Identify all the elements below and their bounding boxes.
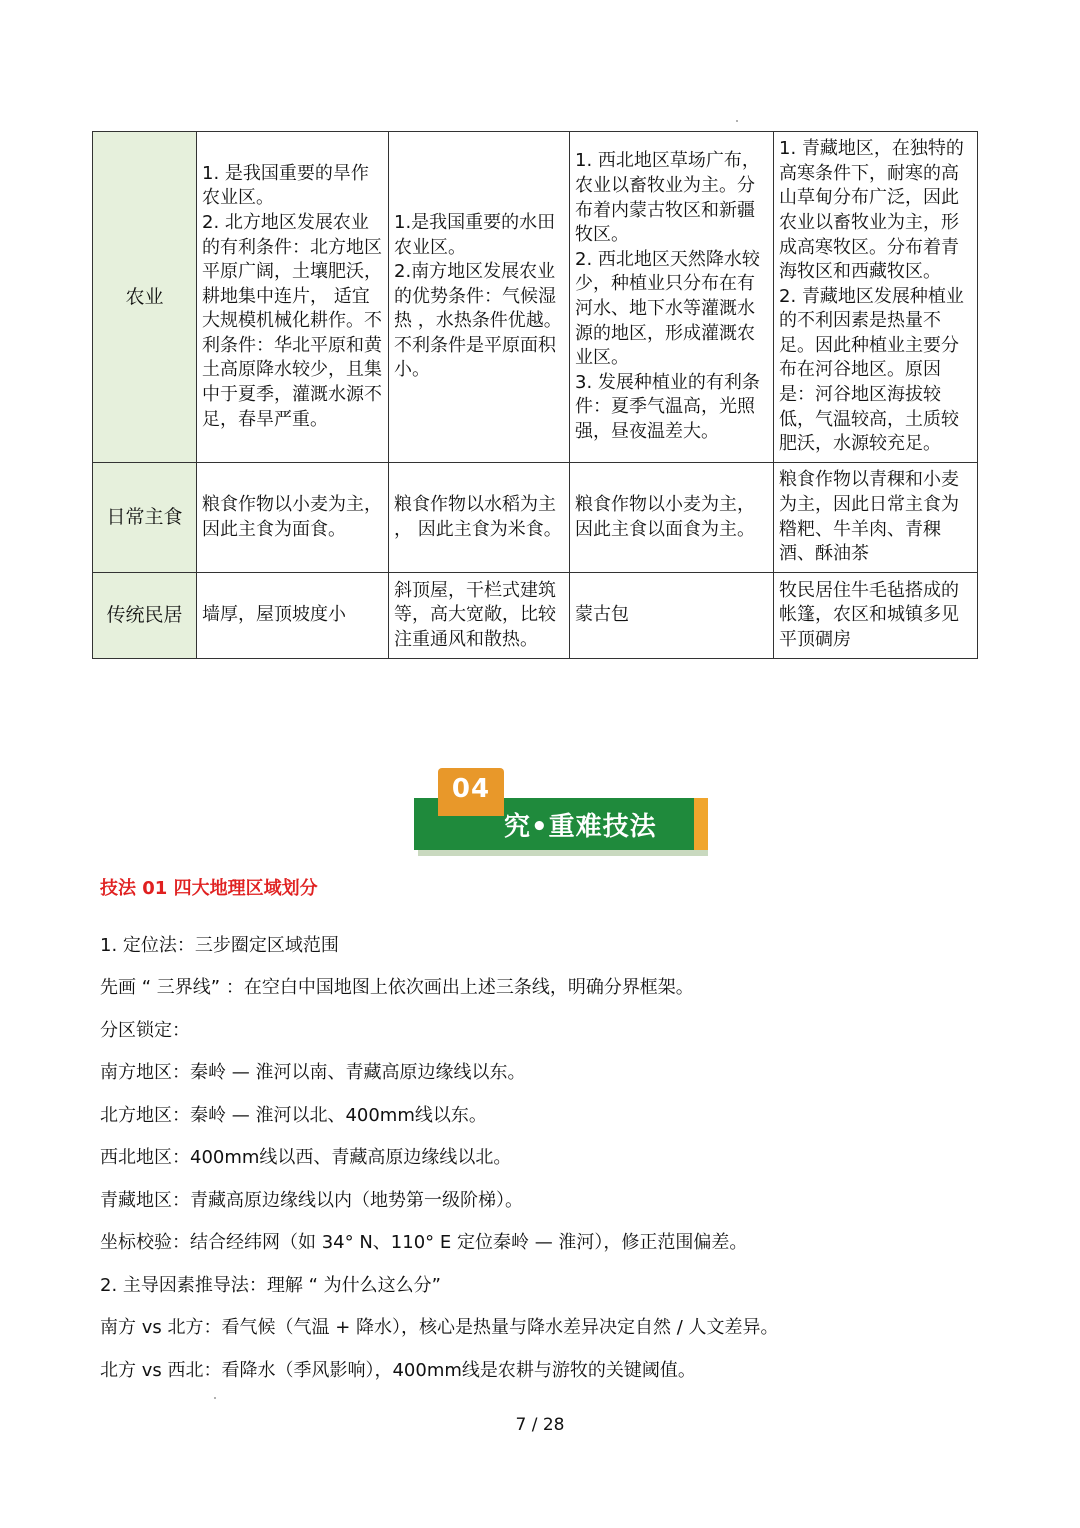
table-cell: 1. 西北地区草场广布，农业以畜牧业为主。分布着内蒙古牧区和新疆牧区。 2. 西北地区天然降水较少，种植业只分布在有河水、地下水等灌溉水源的地区，形成灌溉农业区。 3. 发展种植业的有利条件：夏季气温高，光照强，昼夜温差大。 bbox=[570, 132, 774, 463]
table-row-agriculture bbox=[93, 132, 978, 463]
table-cell: 粮食作物以水稻为主 ， 因此主食为米食。 bbox=[389, 463, 570, 573]
section-title: 究•重难技法 bbox=[504, 812, 657, 842]
body-line: 坐标校验：结合经纬网（如 34° N、110° E 定位秦岭 — 淮河），修正范围偏差。 bbox=[100, 1232, 748, 1253]
body-line: 青藏地区：青藏高原边缘线以内（地势第一级阶梯）。 bbox=[100, 1190, 523, 1211]
table-cell: 斜顶屋，干栏式建筑等，高大宽敞，比较注重通风和散热。 bbox=[389, 573, 570, 659]
skill-heading: 技法 01 四大地理区域划分 bbox=[100, 878, 318, 899]
scan-speck bbox=[214, 1397, 216, 1399]
table-cell: 1.是我国重要的水田农业区。 2.南方地区发展农业的优势条件：气候湿热 ，水热条件优越。不利条件是平原面积小。 bbox=[389, 132, 570, 463]
body-line: 1. 定位法：三步圈定区域范围 bbox=[100, 935, 339, 956]
body-line: 分区锁定： bbox=[100, 1020, 190, 1041]
row-header: 农业 bbox=[93, 132, 197, 463]
body-line: 南方 vs 北方：看气候（气温 + 降水），核心是热量与降水差异决定自然 / 人文差异。 bbox=[100, 1317, 779, 1338]
body-line: 南方地区：秦岭 — 淮河以南、青藏高原边缘线以东。 bbox=[100, 1062, 526, 1083]
region-comparison-table bbox=[92, 131, 978, 659]
body-line: 西北地区：400mm线以西、青藏高原边缘线以北。 bbox=[100, 1147, 512, 1168]
table-cell: 粮食作物以青稞和小麦为主，因此日常主食为糌粑、牛羊肉、青稞酒、酥油茶 bbox=[774, 463, 978, 573]
section-number: 04 bbox=[451, 774, 491, 804]
scan-speck bbox=[736, 120, 738, 122]
table-cell: 粮食作物以小麦为主，因此主食以面食为主。 bbox=[570, 463, 774, 573]
section-badge bbox=[414, 768, 708, 856]
table-cell: 牧民居住牛毛毡搭成的帐篷，农区和城镇多见平顶碉房 bbox=[774, 573, 978, 659]
table-cell: 1. 青藏地区，在独特的高寒条件下，耐寒的高山草甸分布广泛，因此农业以畜牧业为主，形成高寒牧区。分布着青海牧区和西藏牧区。 2. 青藏地区发展种植业的不利因素是热量不足。因此种植业主要分布在河谷地区。原因是：河谷地区海拔较低，气温较高，土质较肥沃，水源较充足。 bbox=[774, 132, 978, 463]
table-row-staple-food bbox=[93, 463, 978, 573]
page-number: 7 / 28 bbox=[515, 1415, 565, 1435]
table-cell: 粮食作物以小麦为主，因此主食为面食。 bbox=[197, 463, 389, 573]
body-line: 北方 vs 西北：看降水（季风影响），400mm线是农耕与游牧的关键阈值。 bbox=[100, 1360, 696, 1381]
table-row-dwellings bbox=[93, 573, 978, 659]
body-line: 2. 主导因素推导法：理解 “ 为什么这么分” bbox=[100, 1275, 441, 1296]
badge-accent bbox=[694, 798, 708, 850]
table-cell: 蒙古包 bbox=[570, 573, 774, 659]
row-header: 传统民居 bbox=[93, 573, 197, 659]
body-line: 北方地区：秦岭 — 淮河以北、400mm线以东。 bbox=[100, 1105, 487, 1126]
row-header: 日常主食 bbox=[93, 463, 197, 573]
table-cell: 墙厚，屋顶坡度小 bbox=[197, 573, 389, 659]
body-line: 先画 “ 三界线” ：在空白中国地图上依次画出上述三条线，明确分界框架。 bbox=[100, 977, 694, 998]
table-cell: 1. 是我国重要的旱作农业区。 2. 北方地区发展农业的有利条件：北方地区平原广阔，土壤肥沃，耕地集中连片， 适宜大规模机械化耕作。不利条件：华北平原和黄土高原降水较少，且集中于夏季，灌溉水源不足，春旱严重。 bbox=[197, 132, 389, 463]
